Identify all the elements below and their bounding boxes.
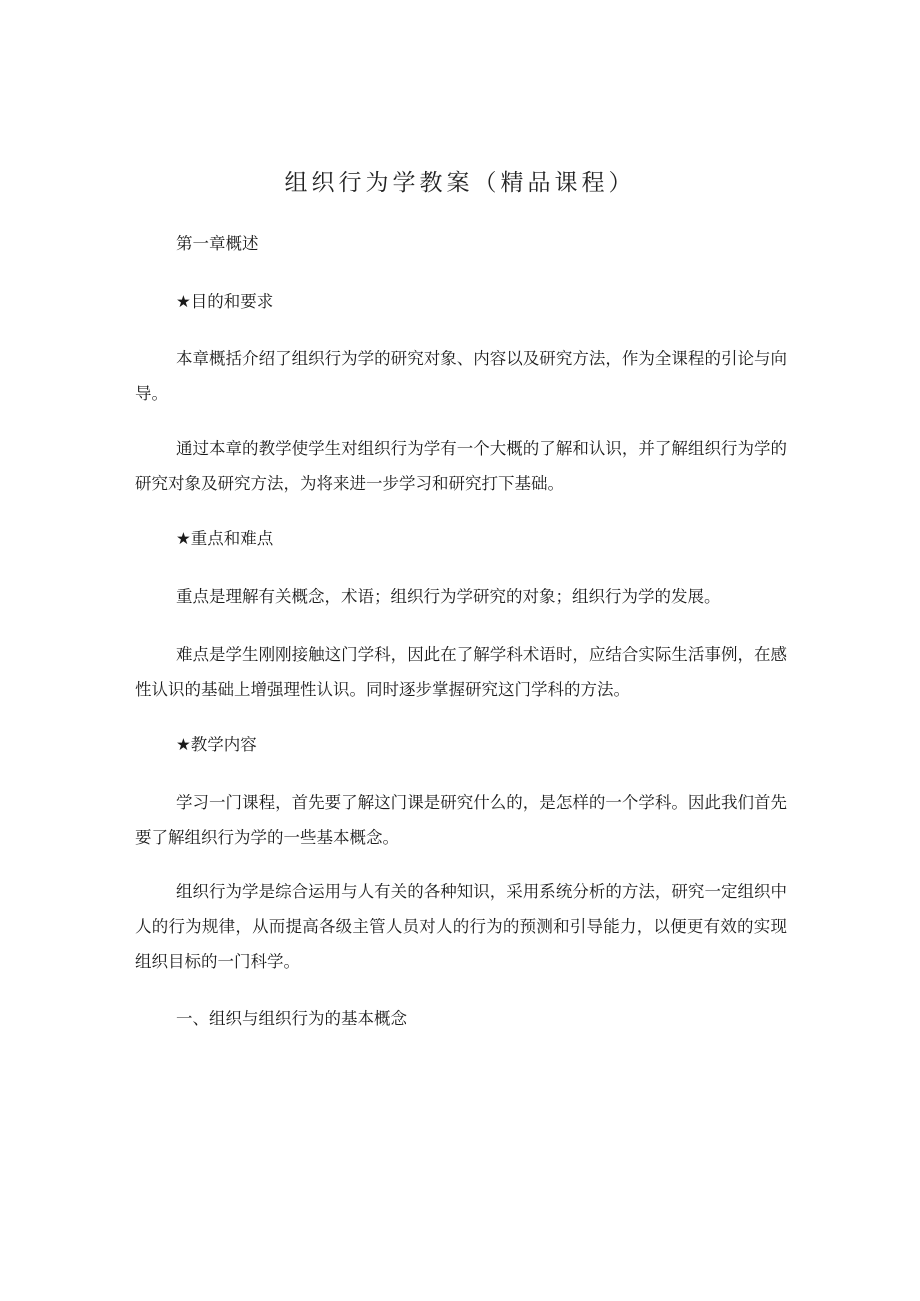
- section-heading-key-points: ★重点和难点: [176, 529, 274, 548]
- section-heading-goals: ★目的和要求: [176, 292, 274, 311]
- paragraph-goals-2: 通过本章的教学使学生对组织行为学有一个大概的了解和认识，并了解组织行为学的研究对象及研究方法，为将来进一步学习和研究打下基础。: [135, 439, 787, 493]
- paragraph-content-1: 学习一门课程，首先要了解这门课是研究什么的，是怎样的一个学科。因此我们首先要了解组织行为学的一些基本概念。: [135, 793, 787, 847]
- chapter-heading: 第一章概述: [176, 234, 259, 253]
- section-heading-content: ★教学内容: [176, 735, 257, 754]
- paragraph-difficulties: 难点是学生刚刚接触这门学科，因此在了解学科术语时，应结合实际生活事例，在感性认识的基础上增强理性认识。同时逐步掌握研究这门学科的方法。: [135, 645, 787, 699]
- paragraph-content-2: 组织行为学是综合运用与人有关的各种知识，采用系统分析的方法，研究一定组织中人的行为规律，从而提高各级主管人员对人的行为的预测和引导能力，以便更有效的实现组织目标的一门科学。: [135, 882, 787, 971]
- paragraph-goals-1: 本章概括介绍了组织行为学的研究对象、内容以及研究方法，作为全课程的引论与向导。: [135, 349, 787, 403]
- paragraph-key-points: 重点是理解有关概念，术语；组织行为学研究的对象；组织行为学的发展。: [176, 587, 721, 606]
- document-title: 组织行为学教案（精品课程）: [284, 170, 636, 196]
- subsection-heading-1: 一、组织与组织行为的基本概念: [176, 1009, 407, 1028]
